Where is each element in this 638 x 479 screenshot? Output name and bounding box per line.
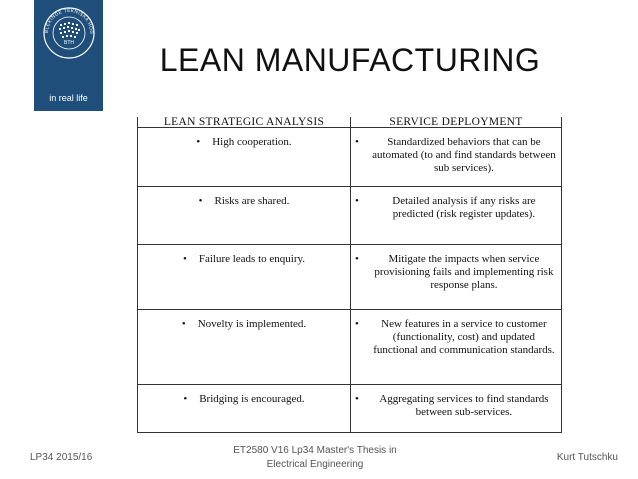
bullet-icon: •	[183, 393, 188, 405]
comparison-table	[137, 117, 562, 433]
table-row	[138, 128, 562, 187]
cell-text: New features in a service to customer (functionality, cost) and updated functional and communication standards.	[373, 318, 555, 356]
table-row	[138, 187, 562, 245]
logo-tagline: in real life	[49, 93, 88, 103]
cell-text: High cooperation.	[212, 136, 292, 148]
table-cell	[138, 385, 351, 433]
bullet-icon: •	[196, 136, 201, 148]
footer-author: Kurt Tutschku	[556, 452, 618, 463]
bullet-icon: •	[355, 195, 359, 207]
table-cell	[138, 187, 351, 245]
table-row	[138, 385, 562, 433]
column-header-service: SERVICE DEPLOYMENT	[351, 117, 562, 128]
bullet-icon: •	[355, 136, 359, 148]
table-cell	[138, 245, 351, 310]
bullet-icon: •	[355, 393, 359, 405]
footer-term: LP34 2015/16	[30, 452, 93, 463]
table-cell	[138, 128, 351, 187]
table-cell	[351, 128, 562, 187]
table-cell	[351, 245, 562, 310]
column-header-lean: LEAN STRATEGIC ANALYSIS	[138, 117, 351, 128]
table-header-row	[138, 117, 562, 128]
table-row	[138, 245, 562, 310]
university-seal-icon	[42, 6, 96, 60]
bullet-icon: •	[181, 318, 186, 330]
seal-ring-text: BLEKINGE TEKNISKA HÖG	[43, 7, 95, 35]
cell-text: Mitigate the impacts when service provisioning fails and implementing risk response plans.	[374, 253, 554, 291]
table-row	[138, 310, 562, 385]
cell-text: Standardized behaviors that can be automated (to and find standards between sub services).	[372, 136, 556, 174]
cell-text: Bridging is encouraged.	[199, 393, 305, 405]
table-cell	[138, 310, 351, 385]
cell-text: Risks are shared.	[214, 195, 290, 207]
bullet-icon: •	[355, 318, 359, 330]
footer-course: ET2580 V16 Lp34 Master's Thesis in Electrical Engineering	[233, 445, 397, 470]
table-cell	[351, 385, 562, 433]
seal-short-text: BTH	[64, 40, 74, 46]
slide-title: LEAN MANUFACTURING	[159, 42, 541, 78]
bullet-icon: •	[182, 253, 187, 265]
bullet-icon: •	[198, 195, 203, 207]
cell-text: Novelty is implemented.	[197, 318, 307, 330]
cell-text: Detailed analysis if any risks are predicted (risk register updates).	[392, 195, 536, 220]
table-cell	[351, 310, 562, 385]
university-logo	[34, 0, 103, 111]
bullet-icon: •	[355, 253, 359, 265]
cell-text: Aggregating services to find standards between sub-services.	[379, 393, 549, 418]
table-cell	[351, 187, 562, 245]
cell-text: Failure leads to enquiry.	[198, 253, 306, 265]
